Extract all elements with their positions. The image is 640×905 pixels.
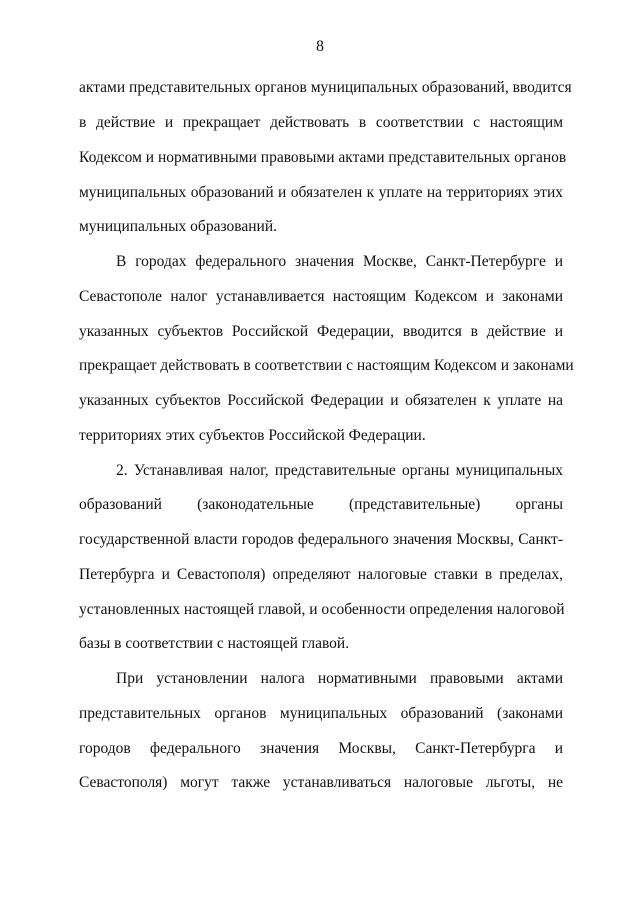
paragraph-2-line-4: прекращает действовать в соответствии с настоящим Кодексом и законами (79, 357, 574, 374)
paragraph-2-line-3: указанных субъектов Российской Федерации, вводится в действие и (79, 323, 563, 340)
paragraph-2-line-5: указанных субъектов Российской Федерации и обязателен к уплате на (79, 392, 563, 409)
paragraph-1-line-4: муниципальных образований и обязателен к уплате на территориях этих (79, 184, 563, 201)
paragraph-4-line-4: Севастополя) могут также устанавливаться налоговые льготы, не (79, 774, 563, 791)
paragraph-4-line-3: городов федерального значения Москвы, Санкт-Петербурга и (79, 740, 563, 757)
paragraph-2-line-1: В городах федерального значения Москве, Санкт-Петербурге и (116, 253, 563, 270)
paragraph-4-line-1: При установлении налога нормативными правовыми актами (116, 670, 563, 687)
paragraph-4-line-2: представительных органов муниципальных образований (законами (79, 705, 563, 722)
paragraph-3-line-2: образований (законодательные (представительные) органы (79, 496, 563, 513)
paragraph-3-line-3: государственной власти городов федерального значения Москвы, Санкт- (79, 531, 563, 548)
paragraph-2-line-6: территориях этих субъектов Российской Федерации. (79, 427, 426, 444)
paragraph-3-line-4: Петербурга и Севастополя) определяют налоговые ставки в пределах, (79, 566, 563, 583)
page-number: 8 (316, 38, 324, 55)
paragraph-2-line-2: Севастополе налог устанавливается настоящим Кодексом и законами (79, 288, 563, 305)
paragraph-1-line-5: муниципальных образований. (79, 218, 277, 235)
paragraph-1-line-1: актами представительных органов муниципальных образований, вводится (79, 79, 572, 96)
paragraph-1-line-3: Кодексом и нормативными правовыми актами представительных органов (79, 149, 567, 166)
paragraph-3-line-5: установленных настоящей главой, и особенности определения налоговой (79, 601, 565, 618)
paragraph-3-line-6: базы в соответствии с настоящей главой. (79, 635, 350, 652)
paragraph-3-line-1: 2. Устанавливая налог, представительные органы муниципальных (116, 462, 563, 479)
paragraph-1-line-2: в действие и прекращает действовать в соответствии с настоящим (79, 114, 563, 131)
